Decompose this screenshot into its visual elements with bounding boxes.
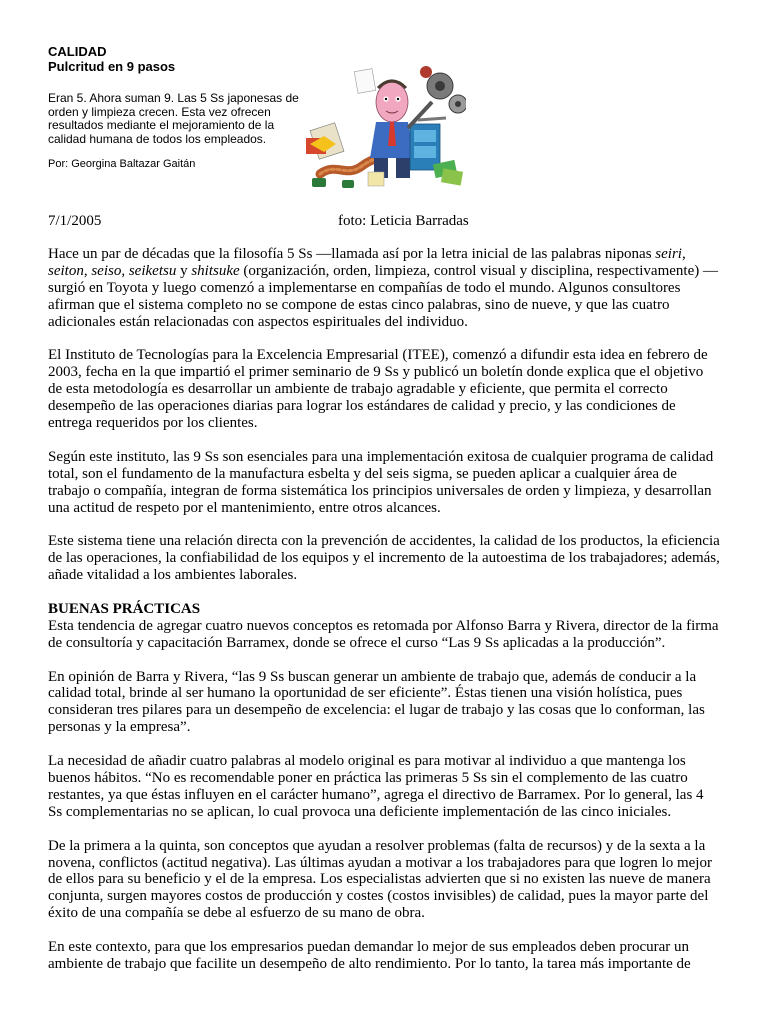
- separator: ,: [83, 262, 92, 279]
- section-heading: BUENAS PRÁCTICAS: [48, 600, 201, 617]
- japanese-term: seiketsu: [128, 262, 177, 279]
- paragraph: En este contexto, para que los empresarios puedan demandar lo mejor de sus empleados deben procurar un ambiente de trabajo que facilite un desempeño de alto rendimiento. Por lo tanto, la tarea más importante de: [48, 939, 691, 972]
- paragraph-text: (organización, orden, limpieza, control visual y disciplina, respectivamente) — surgió en Toyota y luego comenzó a implementarse en compañías de todo el mundo. Algunos consultores afirman que el sistema completo no se compone de estas cinco palabras, sino de nueve, y que las cuatro adicionales están relacionadas con aspectos espirituales del individuo.: [48, 262, 718, 330]
- article-deck: Eran 5. Ahora suman 9. Las 5 Ss japonesas de orden y limpieza crecen. Esta vez ofrecen resultados mediante el mejoramiento de la calidad humana de todos los empleados.: [48, 91, 299, 146]
- paragraph: Según este instituto, las 9 Ss son esenciales para una implementación exitosa de cualquier programa de calidad total, son el fundamento de la manufactura esbelta y del seis sigma, se pueden aplicar a cualquier área de trabajo o compañía, integran de forma sistemática los principios universales de orden y limpieza, y desarrollan una actitud de respeto por el mantenimiento, entre otros alcances.: [48, 448, 714, 516]
- paragraph: En opinión de Barra y Rivera, “las 9 Ss buscan generar un ambiente de trabajo que, además de conducir a la calidad total, brinde al ser humano la oportunidad de ser eficiente”. Éstas tienen una visión holística, pues consideran tres pilares para un desempeño de excelencia: el lugar de trabajo y las cosas que lo conforman, las personas y la empresa”.: [48, 668, 705, 736]
- paragraph: El Instituto de Tecnologías para la Excelencia Empresarial (ITEE), comenzó a difundir esta idea en febrero de 2003, fecha en la que impartió el primer seminario de 9 Ss y publicó un boletín donde explica que el objetivo de esta metodología es desarrollar un ambiente de trabajo agradable y eficiente, que permita el correcto desempeño de las operaciones diarias para lograr los estándares de calidad y precio, y las condiciones de entrega requeridos por los clientes.: [48, 347, 708, 432]
- office-clutter-illustration: [306, 66, 466, 190]
- japanese-term: seiri: [655, 246, 682, 262]
- article-header: [48, 44, 308, 171]
- separator: ,: [121, 262, 129, 279]
- paragraph: [48, 246, 720, 331]
- japanese-term: shitsuke: [191, 262, 240, 279]
- article-body: [48, 246, 720, 990]
- paragraph-text: Hace un par de décadas que la filosofía 5 Ss —llamada así por la letra inicial de las palabras niponas: [48, 246, 656, 262]
- article-headline: Pulcritud en 9 pasos: [48, 59, 176, 74]
- japanese-term: seiton: [48, 262, 84, 279]
- japanese-term: seiso: [91, 262, 122, 279]
- separator: ,: [681, 246, 686, 262]
- paragraph: De la primera a la quinta, son conceptos que ayudan a resolver problemas (falta de recursos) y de la sexta a la novena, conflictos (actitud negativa). Las últimas ayudan a motivar a los trabajadores para que logren lo mejor de ellos para su beneficio y el de la empresa. Los especialistas advierten que si no existen las nueve de manera conjunta, surgen mayores costos de producción y costes (costos invisibles) de calidad, pues la mayor parte del éxito de una compañía se debe al esfuerzo de su mano de obra.: [48, 837, 712, 922]
- paragraph: Este sistema tiene una relación directa con la prevención de accidentes, la calidad de los productos, la eficiencia de las operaciones, la confiabilidad de los equipos y el incremento de la autoestima de los trabajadores; además, añade vitalidad a los ambientes laborales.: [48, 533, 720, 584]
- separator: y: [176, 262, 192, 279]
- paragraph: Esta tendencia de agregar cuatro nuevos conceptos es retomada por Alfonso Barra y Rivera, director de la firma de consultoría y capacitación Barramex, donde se ofrece el curso “Las 9 Ss aplicadas a la producción”.: [48, 617, 719, 651]
- publication-date: 7/1/2005: [48, 213, 102, 229]
- section-kicker: CALIDAD: [48, 44, 107, 59]
- photo-credit: foto: Leticia Barradas: [338, 213, 469, 229]
- paragraph: La necesidad de añadir cuatro palabras al modelo original es para motivar al individuo a que mantenga los buenos hábitos. “No es recomendable poner en práctica las primeras 5 Ss sin el complemento de las cuatro restantes, ya que éstas influyen en el carácter humano”, agrega el directivo de Barramex. Por lo general, las 4 Ss complementarias no se aplican, lo cual provoca una deficiente implementación de las cinco iniciales.: [48, 753, 704, 820]
- article-byline: Por: Georgina Baltazar Gaitán: [48, 158, 196, 171]
